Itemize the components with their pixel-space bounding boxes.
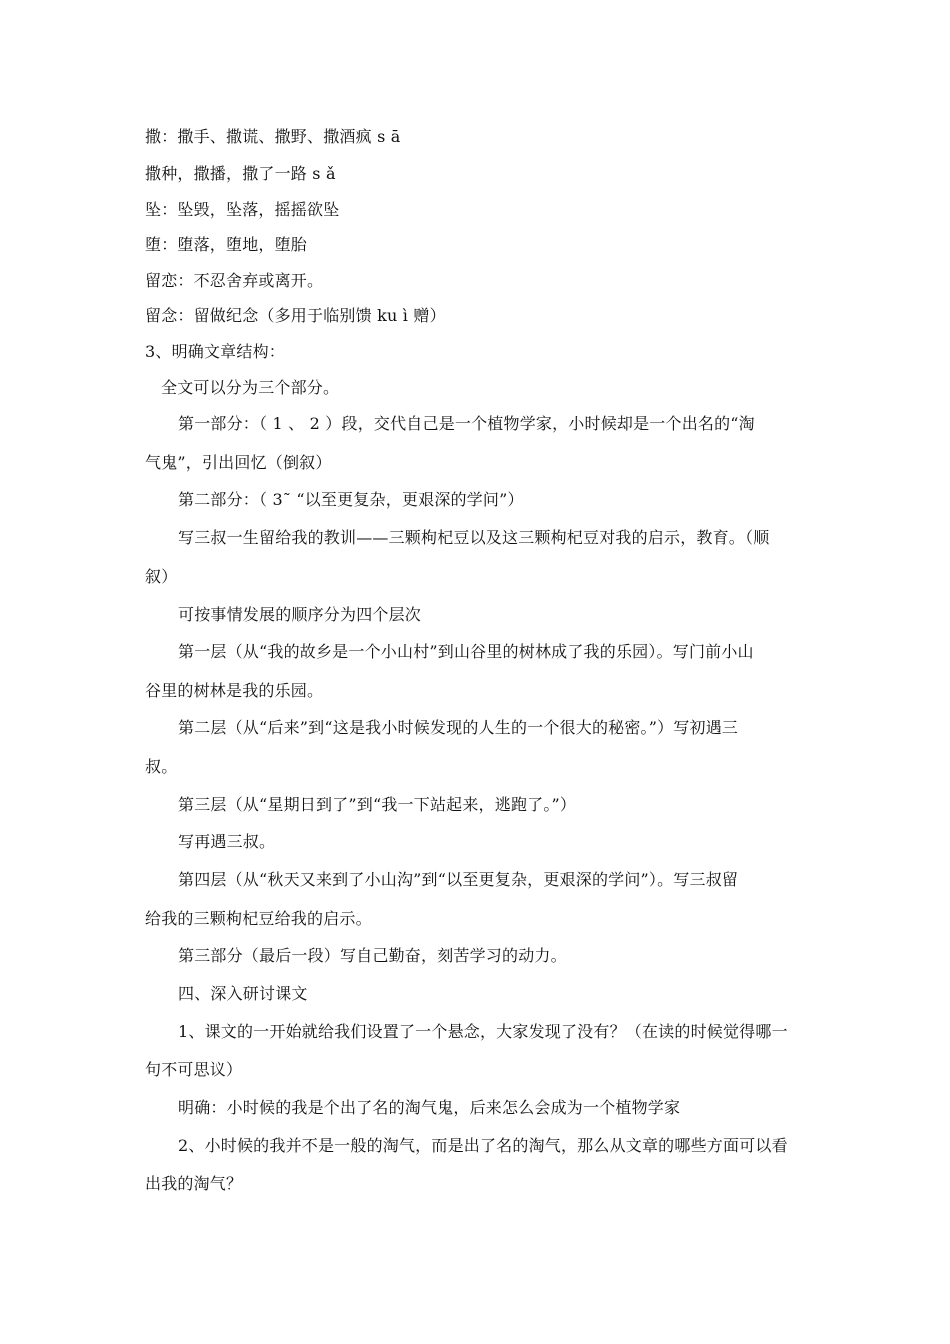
text-line: 第一层（从“我的故乡是一个小山村”到山谷里的树林成了我的乐园）。写门前小山 xyxy=(178,642,754,661)
text-line: 出我的淘气？ xyxy=(145,1174,243,1193)
text-line: 留念：留做纪念（多用于临别馈 ku ì 赠） xyxy=(145,306,446,325)
text-line: 撒种，撒播，撒了一路 s ǎ xyxy=(145,164,336,183)
text-line: 堕：堕落，堕地，堕胎 xyxy=(145,235,308,254)
text-line: 气鬼”，引出回忆（倒叙） xyxy=(145,453,332,472)
text-line: 撒：撒手、撒谎、撒野、撒酒疯 s ā xyxy=(145,127,401,146)
text-line: 写再遇三叔。 xyxy=(178,832,276,851)
text-line: 明确：小时候的我是个出了名的淘气鬼，后来怎么会成为一个植物学家 xyxy=(178,1098,681,1117)
text-line: 句不可思议） xyxy=(145,1060,243,1079)
text-line: 第三部分（最后一段）写自己勤奋，刻苦学习的动力。 xyxy=(178,946,567,965)
text-line: 第四层（从“秋天又来到了小山沟”到“以至更复杂，更艰深的学问”）。写三叔留 xyxy=(178,870,739,889)
section-heading: 3、明确文章结构： xyxy=(145,342,285,361)
section-heading: 四、深入研讨课文 xyxy=(178,984,308,1003)
text-line: 给我的三颗枸杞豆给我的启示。 xyxy=(145,909,372,928)
text-line: 第二层（从“后来”到“这是我小时候发现的人生的一个很大的秘密。”）写初遇三 xyxy=(178,718,739,737)
text-line: 全文可以分为三个部分。 xyxy=(161,378,340,397)
text-line: 谷里的树林是我的乐园。 xyxy=(145,681,324,700)
text-line: 第三层（从“星期日到了”到“我一下站起来，逃跑了。”） xyxy=(178,795,577,814)
text-line: 1、课文的一开始就给我们设置了一个悬念，大家发现了没有？（在读的时候觉得哪一 xyxy=(178,1022,788,1041)
text-line: 2、小时候的我并不是一般的淘气，而是出了名的淘气，那么从文章的哪些方面可以看 xyxy=(178,1136,788,1155)
text-line: 留恋：不忍舍弃或离开。 xyxy=(145,271,324,290)
text-line: 坠：坠毁，坠落，摇摇欲坠 xyxy=(145,200,340,219)
text-line: 叔。 xyxy=(145,757,178,776)
text-line: 第二部分：（ 3˜ “以至更复杂，更艰深的学问”） xyxy=(178,490,524,509)
text-line: 写三叔一生留给我的教训——三颗枸杞豆以及这三颗枸杞豆对我的启示，教育。（顺 xyxy=(178,528,770,547)
text-line: 第一部分：（ 1 、 2 ）段，交代自己是一个植物学家，小时候却是一个出名的“淘 xyxy=(178,414,755,433)
text-line: 叙） xyxy=(145,567,178,586)
text-line: 可按事情发展的顺序分为四个层次 xyxy=(178,605,422,624)
